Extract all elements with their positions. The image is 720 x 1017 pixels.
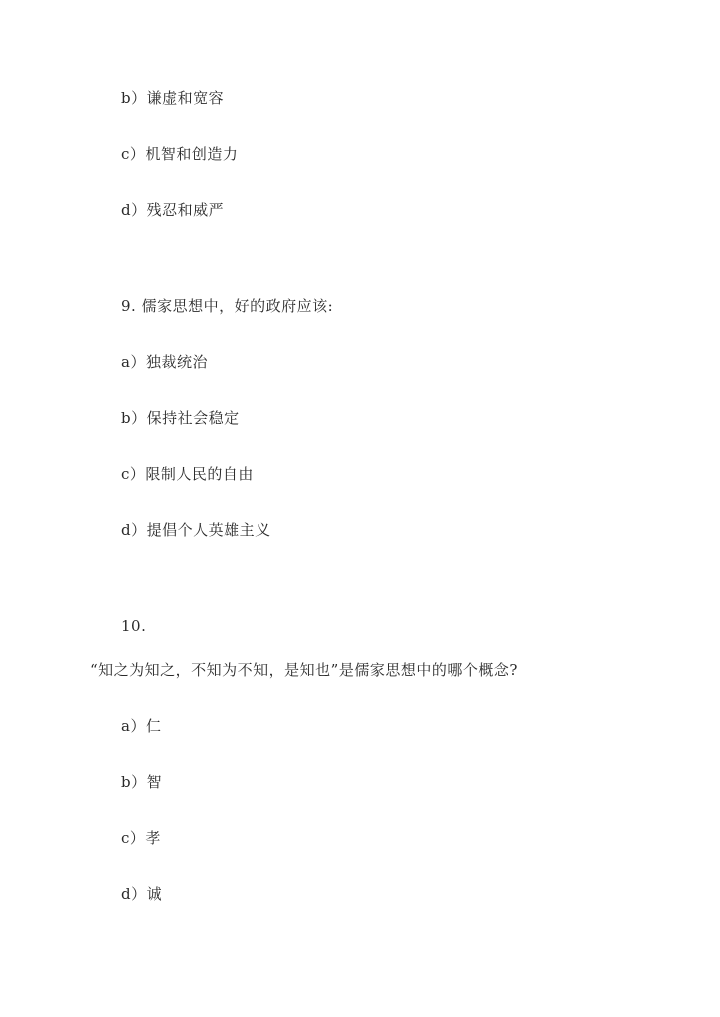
- q8-option-b: [121, 88, 224, 108]
- option-text: 独裁统治: [145, 353, 208, 371]
- q10-question: “知之为知之，不知为不知，是知也”是儒家思想中的哪个概念?: [90, 661, 518, 679]
- option-letter: b）: [121, 409, 147, 427]
- q10-number: 10.: [121, 617, 147, 635]
- q9-option-b: [121, 408, 240, 428]
- option-letter: b）: [121, 773, 147, 791]
- option-text: 保持社会稳定: [146, 409, 240, 427]
- q10-option-a: [121, 716, 161, 736]
- option-letter: d）: [121, 201, 147, 219]
- option-text: 仁: [145, 717, 162, 735]
- q8-option-d: [121, 200, 224, 220]
- option-letter: c）: [121, 829, 146, 847]
- q10-option-b: [121, 772, 162, 792]
- option-text: 诚: [146, 885, 163, 903]
- option-letter: c）: [121, 465, 146, 483]
- option-text: 限制人民的自由: [145, 465, 254, 483]
- option-text: 提倡个人英雄主义: [146, 521, 271, 539]
- q9-question: 9. 儒家思想中，好的政府应该:: [121, 297, 334, 315]
- q10-option-c: [121, 828, 161, 848]
- option-letter: d）: [121, 885, 147, 903]
- option-letter: b）: [121, 89, 147, 107]
- option-text: 智: [146, 773, 163, 791]
- option-text: 机智和创造力: [145, 145, 239, 163]
- option-text: 残忍和威严: [146, 201, 225, 219]
- q10-option-d: [121, 884, 162, 904]
- option-letter: a）: [121, 353, 146, 371]
- option-text: 谦虚和宽容: [146, 89, 225, 107]
- q9-option-a: [121, 352, 208, 372]
- q9-option-c: [121, 464, 254, 484]
- option-letter: c）: [121, 145, 146, 163]
- q8-option-c: [121, 144, 238, 164]
- option-letter: d）: [121, 521, 147, 539]
- q9-option-d: [121, 520, 271, 540]
- option-letter: a）: [121, 717, 146, 735]
- option-text: 孝: [145, 829, 161, 847]
